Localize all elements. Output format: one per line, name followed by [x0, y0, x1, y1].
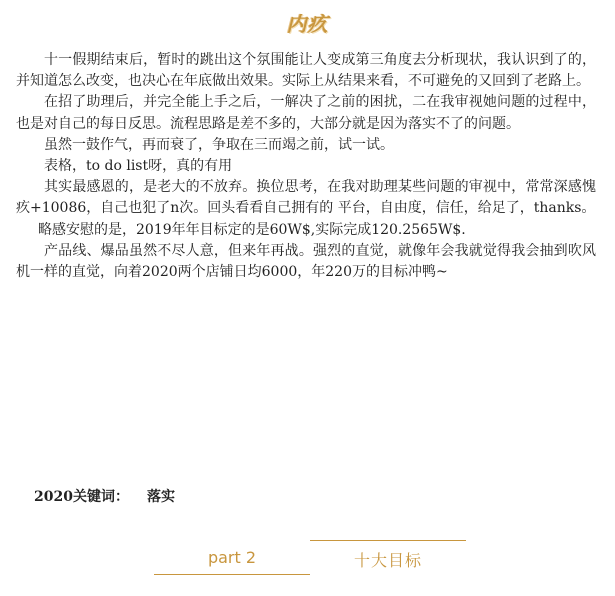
- keyword-label: 2020关键词：: [34, 489, 129, 505]
- section-header: [154, 540, 466, 576]
- paragraph: 表格，to do list呀，真的有用: [44, 158, 233, 175]
- paragraph: 十一假期结束后，暂时的跳出这个氛围能让人变成第三角度去分析现状，我认识到了的，并知道怎么改变，也决心在年底做出效果。实际上从结果来看，不可避免的又回到了老路上。: [16, 52, 596, 90]
- divider-top: [310, 540, 466, 541]
- article-title: 内疚: [286, 12, 329, 36]
- paragraph: 略感安慰的是，2019年年目标定的是60W$,实际完成120.2565W$.: [38, 221, 466, 238]
- keyword-value: 落实: [146, 489, 175, 505]
- divider-bottom: [154, 574, 310, 575]
- paragraph: 虽然一鼓作气，再而衰了，争取在三而竭之前，试一试。: [44, 136, 394, 153]
- paragraph: 产品线、爆品虽然不尽人意，但来年再战。强烈的直觉，就像年会我就觉得我会抽到吹风机一样的直觉，向着2020两个店铺日均6000，年220万的目标冲鸭~: [16, 242, 596, 281]
- part-label: part 2: [207, 548, 257, 567]
- paragraph: 在招了助理后，并完全能上手之后，一解决了之前的困扰，二在我审视她问题的过程中，也是对自己的每日反思。流程思路是差不多的，大部分就是因为落实不了的问题。: [16, 94, 596, 132]
- paragraph: 其实最感恩的，是老大的不放弃。换位思考，在我对助理某些问题的审视中，常常深感愧疚+10086，自己也犯了n次。回头看看自己拥有的 平台，自由度，信任，给足了，thanks。: [16, 179, 596, 217]
- section-title: 十大目标: [353, 551, 422, 570]
- keyword-line: [34, 486, 175, 506]
- article-body: [16, 50, 596, 283]
